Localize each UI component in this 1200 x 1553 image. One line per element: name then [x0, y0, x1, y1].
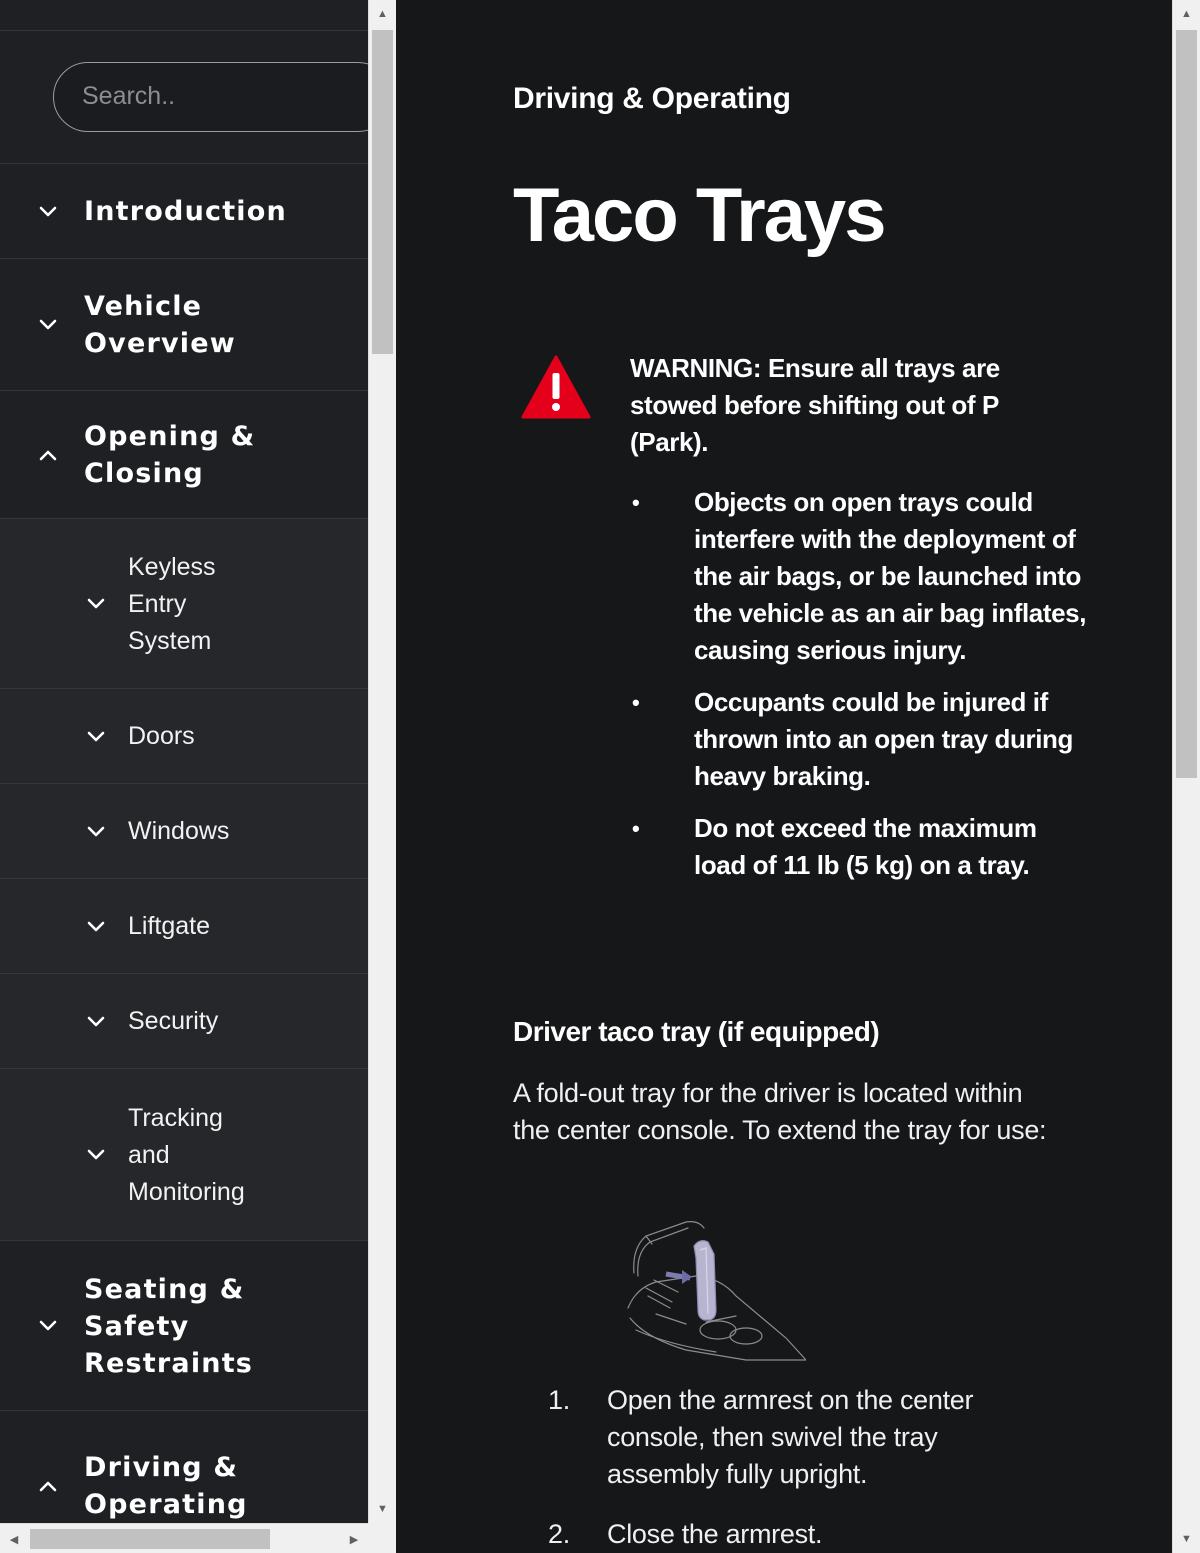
- sidebar-item-tracking-and-monitoring[interactable]: [0, 1069, 368, 1241]
- section-subheading: Driver taco tray (if equipped): [513, 1016, 880, 1047]
- scroll-down-arrow-icon[interactable]: ▼: [1181, 1533, 1192, 1545]
- sidebar-item-label: Liftgate: [128, 912, 211, 940]
- sidebar-item-introduction[interactable]: [0, 164, 368, 259]
- bullet-icon: •: [632, 690, 640, 715]
- sidebar-item-label: Seating & Safety Restraints: [84, 1274, 254, 1379]
- chevron-down-icon[interactable]: [86, 594, 106, 614]
- sidebar-horizontal-scrollbar[interactable]: [0, 1523, 368, 1553]
- sidebar-item-driving-operating[interactable]: [0, 1411, 368, 1523]
- warning-text: WARNING: Ensure all trays are stowed before shifting out of P (Park).: [630, 353, 1000, 457]
- chevron-down-icon[interactable]: [38, 202, 58, 222]
- warning-bullet-text: Do not exceed the maximum load of 11 lb (5 kg) on a tray.: [694, 813, 1037, 880]
- chevron-down-icon[interactable]: [86, 917, 106, 937]
- bullet-icon: •: [632, 490, 640, 515]
- sidebar-item-label: Security: [128, 1007, 219, 1035]
- sidebar-item-label: Doors: [128, 722, 195, 750]
- step-number: 1.: [548, 1385, 570, 1415]
- sidebar-item-keyless-entry-system[interactable]: [0, 519, 368, 689]
- steps-list: [548, 1382, 1048, 1553]
- sidebar-nav: [0, 0, 368, 1523]
- step-item: [548, 1516, 1048, 1553]
- chevron-down-icon[interactable]: [86, 822, 106, 842]
- bullet-icon: •: [632, 816, 640, 841]
- sidebar-item-windows[interactable]: [0, 784, 368, 879]
- chevron-down-icon[interactable]: [86, 727, 106, 747]
- scrollbar-thumb[interactable]: [1176, 30, 1197, 778]
- sidebar-item-label: Opening & Closing: [84, 421, 256, 489]
- warning-bullet-item: [630, 810, 1090, 884]
- step-number: 2.: [548, 1519, 570, 1549]
- sidebar-item-label: Driving & Operating: [84, 1452, 248, 1520]
- sidebar-item-security[interactable]: [0, 974, 368, 1069]
- sidebar-item-vehicle-overview[interactable]: [0, 259, 368, 391]
- sidebar-item-label: Windows: [128, 817, 230, 845]
- scroll-left-arrow-icon[interactable]: ◀: [9, 1533, 19, 1546]
- sidebar-item-label: Tracking and Monitoring: [128, 1104, 245, 1206]
- section-breadcrumb[interactable]: Driving & Operating: [513, 82, 791, 115]
- center-console-tray-illustration: [626, 1218, 806, 1363]
- scroll-right-arrow-icon[interactable]: ▶: [349, 1533, 359, 1546]
- chevron-down-icon[interactable]: [86, 1145, 106, 1165]
- main-vertical-scrollbar[interactable]: [1172, 0, 1200, 1553]
- step-text: Open the armrest on the center console, then swivel the tray assembly fully upright.: [607, 1385, 974, 1489]
- scrollbar-corner: [368, 1523, 396, 1553]
- horizontal-scrollbar-thumb[interactable]: [30, 1529, 270, 1549]
- warning-triangle-icon: [521, 355, 591, 419]
- search-input[interactable]: [82, 63, 362, 130]
- sidebar-item-seating-safety-restraints[interactable]: [0, 1241, 368, 1411]
- main-content: [396, 0, 1172, 1553]
- chevron-down-icon[interactable]: [86, 1012, 106, 1032]
- scroll-up-arrow-icon[interactable]: ▲: [377, 8, 388, 20]
- warning-bullet-text: Objects on open trays could interfere with the deployment of the air bags, or be launched into the vehicle as an air bag inflates, causing serious injury.: [694, 487, 1087, 665]
- sidebar-top-strip: [0, 0, 368, 31]
- sidebar-item-label: Keyless Entry System: [128, 553, 216, 655]
- scrollbar-thumb[interactable]: [372, 30, 393, 354]
- search-container: [0, 31, 368, 164]
- sidebar-item-label: Vehicle Overview: [84, 291, 236, 359]
- chevron-up-icon[interactable]: [38, 445, 58, 465]
- body-paragraph: A fold-out tray for the driver is located within the center console. To extend the tray for use:: [513, 1078, 1047, 1145]
- chevron-down-icon[interactable]: [38, 1316, 58, 1336]
- scroll-down-arrow-icon[interactable]: ▼: [377, 1503, 388, 1515]
- sidebar-vertical-scrollbar[interactable]: [368, 0, 396, 1523]
- warning-bullet-text: Occupants could be injured if thrown into an open tray during heavy braking.: [694, 687, 1074, 791]
- step-text: Close the armrest.: [607, 1519, 823, 1549]
- sidebar-item-opening-closing[interactable]: [0, 391, 368, 519]
- warning-bullet-item: [630, 484, 1090, 669]
- warning-list: [630, 484, 1090, 899]
- chevron-down-icon[interactable]: [38, 315, 58, 335]
- sidebar-item-liftgate[interactable]: [0, 879, 368, 974]
- step-item: [548, 1382, 1048, 1493]
- warning-bullet-item: [630, 684, 1090, 795]
- nav-list: [0, 164, 368, 1523]
- chevron-up-icon[interactable]: [38, 1476, 58, 1496]
- page-title: Taco Trays: [513, 173, 885, 258]
- sidebar-item-label: Introduction: [84, 196, 287, 227]
- search-box[interactable]: [53, 62, 368, 132]
- sidebar-item-doors[interactable]: [0, 689, 368, 784]
- scroll-up-arrow-icon[interactable]: ▲: [1181, 8, 1192, 20]
